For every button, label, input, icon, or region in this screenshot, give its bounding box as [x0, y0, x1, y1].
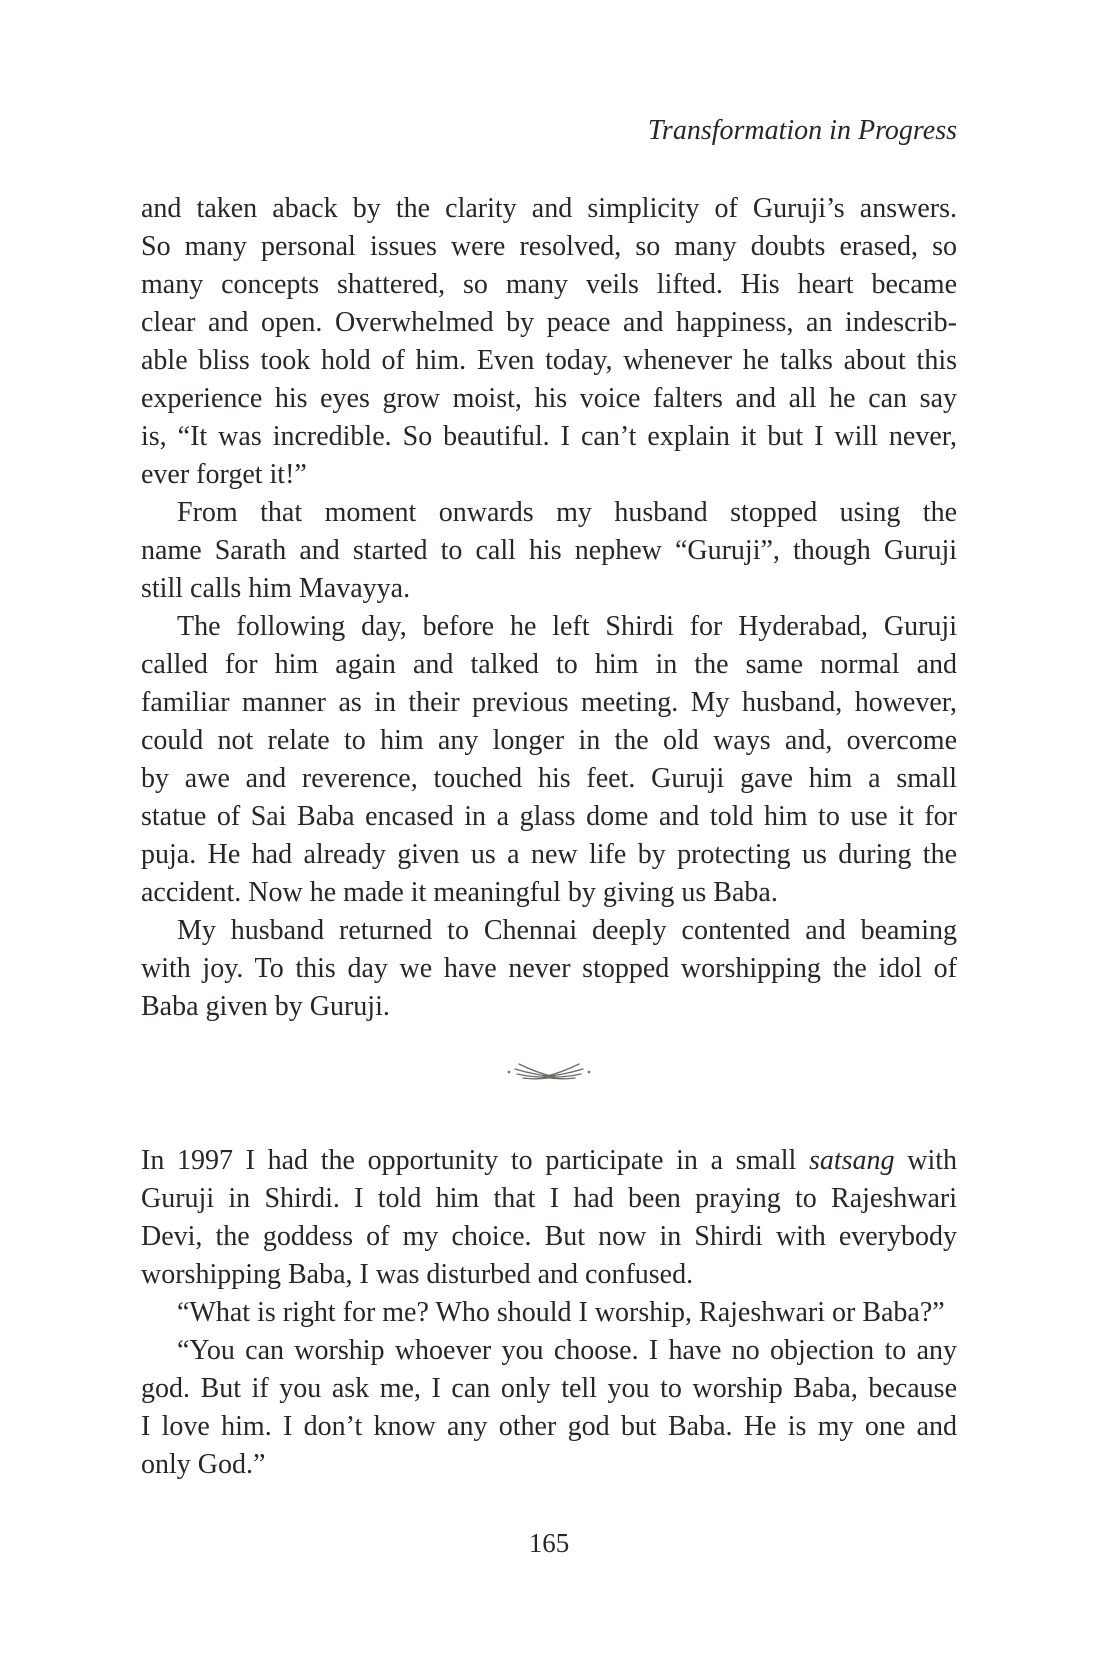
text-line: god. But if you ask me, I can only tell you to worship Baba, because: [141, 1373, 957, 1404]
text-line: From that moment onwards my husband stopped using the: [177, 497, 957, 528]
section-divider: [141, 1060, 957, 1084]
paragraph: [141, 608, 957, 912]
text-line: “What is right for me? Who should I worship, Rajeshwari or Baba?”: [177, 1297, 945, 1328]
text-line: only God.”: [141, 1449, 266, 1480]
text-line: still calls him Mavayya.: [141, 573, 411, 604]
text-column: [141, 0, 957, 1674]
text-line: could not relate to him any longer in the old ways and, overcome: [141, 725, 957, 756]
paragraph: [141, 1142, 957, 1294]
paragraph: [141, 190, 957, 494]
text-line: familiar manner as in their previous meeting. My husband, however,: [141, 687, 957, 718]
text-line: My husband returned to Chennai deeply contented and beaming: [177, 915, 957, 946]
text-line: ever forget it!”: [141, 459, 307, 490]
text-line: experience his eyes grow moist, his voice falters and all he can say: [141, 383, 957, 414]
text-line: Guruji in Shirdi. I told him that I had been praying to Rajeshwari: [141, 1183, 957, 1214]
text-line: In 1997 I had the opportunity to participate in a small satsang with: [141, 1145, 957, 1176]
text-line: with joy. To this day we have never stopped worshipping the idol of: [141, 953, 957, 984]
text-line: called for him again and talked to him in the same normal and: [141, 649, 957, 680]
text-line: name Sarath and started to call his nephew “Guruji”, though Guruji: [141, 535, 957, 566]
text-line: clear and open. Overwhelmed by peace and happiness, an indescrib-: [141, 307, 957, 338]
paragraph: [141, 1294, 957, 1332]
text-line: “You can worship whoever you choose. I have no objection to any: [177, 1335, 957, 1366]
text-line: puja. He had already given us a new life by protecting us during the: [141, 839, 957, 870]
paragraph: [141, 912, 957, 1026]
text-line: Devi, the goddess of my choice. But now in Shirdi with everybody: [141, 1221, 957, 1252]
paragraph: [141, 1332, 957, 1484]
text-line: So many personal issues were resolved, so many doubts erased, so: [141, 231, 957, 262]
text-line: accident. Now he made it meaningful by giving us Baba.: [141, 877, 778, 908]
text-line: is, “It was incredible. So beautiful. I can’t explain it but I will never,: [141, 421, 957, 452]
section-2: [141, 1142, 957, 1484]
text-line: able bliss took hold of him. Even today, whenever he talks about this: [141, 345, 957, 376]
text-line: The following day, before he left Shirdi for Hyderabad, Guruji: [177, 611, 957, 642]
text-line: worshipping Baba, I was disturbed and confused.: [141, 1259, 694, 1290]
section-1: [141, 190, 957, 1026]
text-line: and taken aback by the clarity and simplicity of Guruji’s answers.: [141, 193, 957, 224]
page-number: 165: [528, 1528, 570, 1558]
paragraph: [141, 494, 957, 608]
text-line: by awe and reverence, touched his feet. Guruji gave him a small: [141, 763, 957, 794]
text-line: many concepts shattered, so many veils lifted. His heart became: [141, 269, 957, 300]
text-line: Baba given by Guruji.: [141, 991, 390, 1022]
text-line: I love him. I don’t know any other god but Baba. He is my one and: [141, 1411, 957, 1442]
fleuron-icon: [505, 1060, 593, 1084]
running-header: Transformation in Progress: [647, 115, 957, 146]
text-line: statue of Sai Baba encased in a glass dome and told him to use it for: [141, 801, 957, 832]
